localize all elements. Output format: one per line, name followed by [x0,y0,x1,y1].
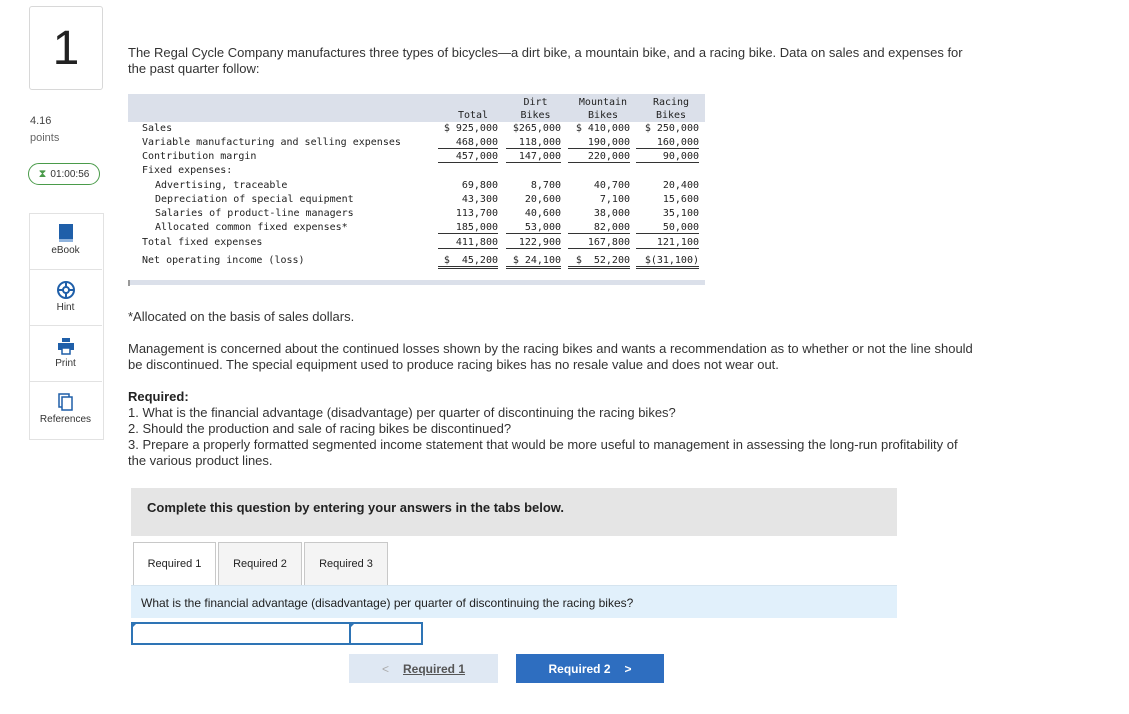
tab-required-1[interactable]: Required 1 [133,542,216,585]
question-prompt: What is the financial advantage (disadvantage) per quarter of discontinuing the racing bikes? [141,596,634,610]
table-scroll-marker [128,280,130,286]
chevron-left-icon: < [381,661,389,676]
print-label: Print [55,358,76,369]
table-row [128,255,705,269]
cell-racing: 90,000 [636,151,699,163]
points-value: 4.16 [30,115,52,127]
hint-button[interactable] [29,269,102,325]
cell-dirt: 147,000 [506,151,561,163]
required-heading: Required: [128,389,189,404]
answer-label-field[interactable] [133,624,349,643]
cell-total: 113,700 [455,208,498,219]
table-row [128,208,705,222]
table-row [128,180,705,194]
ebook-label: eBook [51,245,80,256]
references-icon [58,392,74,412]
row-label: Contribution margin [142,151,257,162]
row-label: Depreciation of special equipment [155,194,354,205]
cell-racing: 160,000 [636,137,699,149]
header-dirt-1: Dirt [523,97,548,108]
question-number: 1 [29,6,103,90]
cell-total: 468,000 [438,137,498,149]
hourglass-icon: ⧗ [38,167,47,180]
instruction-bar [131,488,897,536]
cell-racing: 50,000 [636,222,699,234]
cell-dirt: $ 24,100 [506,255,561,269]
table-row [128,165,705,179]
row-label: Allocated common fixed expenses* [155,222,348,233]
required-item: 1. What is the financial advantage (disadvantage) per quarter of discontinuing the racing bikes? [128,405,676,420]
header-total: Total [457,110,489,121]
cell-mountain: $ 410,000 [575,123,630,134]
header-mountain-2: Bikes [587,110,619,121]
footnote: *Allocated on the basis of sales dollars. [128,309,355,324]
row-label: Variable manufacturing and selling expenses [142,137,401,148]
cell-total: 43,300 [461,194,498,205]
cell-mountain: $ 52,200 [568,255,630,269]
tab-required-2[interactable]: Required 2 [218,542,302,585]
cell-total: 457,000 [438,151,498,163]
timer[interactable] [28,163,100,185]
prev-button[interactable] [349,654,498,683]
ebook-button[interactable] [29,213,102,268]
row-label: Advertising, traceable [155,180,288,191]
cell-mountain: 40,700 [593,180,630,191]
row-label: Salaries of product-line managers [155,208,354,219]
row-label: Net operating income (loss) [142,255,305,266]
hint-label: Hint [56,302,75,313]
cell-racing: 121,100 [636,237,699,249]
hint-icon [57,280,75,300]
answer-row [131,622,423,645]
cell-dirt: 40,600 [524,208,561,219]
references-button[interactable] [29,381,102,437]
question-prompt-bar [131,585,897,618]
required-item: 2. Should the production and sale of racing bikes be discontinued? [128,421,512,436]
header-mountain-1: Mountain [578,97,628,108]
cell-mountain: 38,000 [593,208,630,219]
references-label: References [39,414,92,425]
cell-mountain: 7,100 [599,194,630,205]
print-button[interactable] [29,325,102,381]
cell-racing: 35,100 [662,208,699,219]
table-row [128,222,705,236]
header-racing-1: Racing [652,97,690,108]
next-button[interactable] [516,654,664,683]
tab-required-3[interactable]: Required 3 [304,542,388,585]
print-icon [57,336,75,356]
cell-dirt: 118,000 [506,137,561,149]
cell-mountain: 82,000 [568,222,630,234]
cell-mountain: 190,000 [568,137,630,149]
cell-mountain: 220,000 [568,151,630,163]
cell-racing: 20,400 [662,180,699,191]
row-label: Fixed expenses: [142,165,233,176]
table-row [128,137,705,151]
cell-total: 185,000 [438,222,498,234]
answer-amount-field[interactable] [351,624,421,643]
cell-total: 69,800 [461,180,498,191]
timer-value: 01:00:56 [50,168,90,180]
row-label: Sales [142,123,173,134]
chevron-right-icon: > [624,661,632,676]
problem-intro: The Regal Cycle Company manufactures three types of bicycles—a dirt bike, a mountain bike, and a racing bike. Data on sales and expenses for the past quarter follow: [128,45,963,76]
required-list [128,405,978,469]
cell-total: $ 45,200 [438,255,498,269]
table-footer-bar [128,280,705,285]
cell-dirt: 20,600 [524,194,561,205]
next-label: Required 2 [548,661,611,676]
points-label: points [30,132,60,144]
ebook-icon [59,223,73,243]
cell-dirt: 53,000 [506,222,561,234]
cell-mountain: 167,800 [568,237,630,249]
table-row [128,194,705,208]
cell-racing: 15,600 [662,194,699,205]
required-item: 3. Prepare a properly formatted segmented income statement that would be more useful to management in assessing the long-run profitability of the various product lines. [128,437,958,468]
management-concern: Management is concerned about the continued losses shown by the racing bikes and wants a recommendation as to whether or not the line should be discontinued. The special equipment used to produce racing bikes has no resale value and does not wear out. [128,341,973,372]
header-racing-2: Bikes [655,110,687,121]
prev-label: Required 1 [403,661,466,676]
instruction-text: Complete this question by entering your answers in the tabs below. [147,500,565,515]
cell-total: 411,800 [438,237,498,249]
cell-racing: $ 250,000 [644,123,699,134]
table-row [128,151,705,165]
cell-dirt: 8,700 [530,180,561,191]
income-statement-table [128,94,705,285]
row-label: Total fixed expenses [142,237,263,248]
table-row [128,237,705,251]
cell-dirt: 122,900 [506,237,561,249]
cell-total: $ 925,000 [443,123,498,134]
header-dirt-2: Bikes [520,110,551,121]
table-row [128,123,705,137]
cell-dirt: $265,000 [512,123,561,134]
cell-racing: $(31,100) [636,255,699,269]
